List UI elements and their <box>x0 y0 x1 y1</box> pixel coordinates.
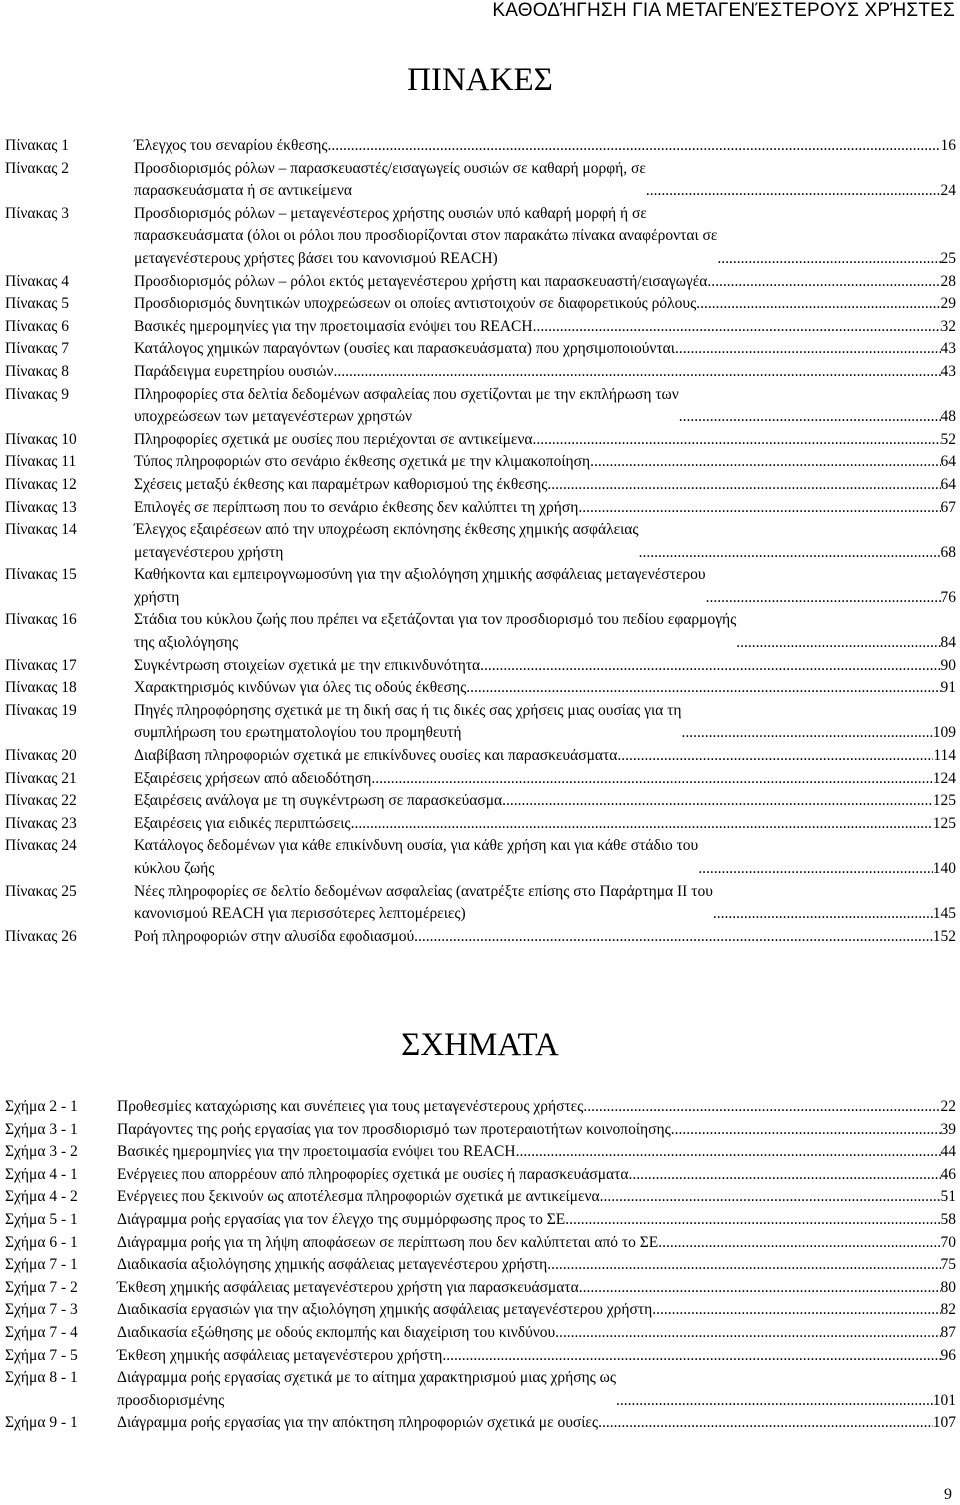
table-entry[interactable] <box>5 813 956 836</box>
table-title-line: Προσδιορισμός δυνητικών υποχρεώσεων οι οποίες αντιστοιχούν σε διαφορετικούς ρόλους <box>134 295 697 313</box>
table-page-number: 32 <box>940 317 956 335</box>
table-entry[interactable] <box>5 293 956 316</box>
dot-leader <box>598 1412 933 1435</box>
dot-leader <box>736 632 940 655</box>
table-label: Πίνακας 14 <box>5 521 77 539</box>
figure-entry[interactable] <box>5 1367 956 1412</box>
table-entry[interactable] <box>5 835 956 880</box>
figure-entry[interactable] <box>5 1141 956 1164</box>
table-entry[interactable] <box>5 361 956 384</box>
figure-title-line: Διαδικασία εργασιών για την αξιολόγηση χημικής ασφάλειας μεταγενέστερου χρήστη <box>117 1301 653 1319</box>
dot-leader <box>579 1277 941 1300</box>
table-title-line: Σχέσεις μεταξύ έκθεσης και παραμέτρων καθορισμού της έκθεσης <box>134 475 548 493</box>
figure-title-line: Διάγραμμα ροής εργασίας για την απόκτηση πληροφοριών σχετικά με ουσίες <box>117 1414 599 1432</box>
table-entry[interactable] <box>5 135 956 158</box>
table-entry[interactable] <box>5 451 956 474</box>
table-title-line: κύκλου ζωής <box>134 860 215 877</box>
table-entry[interactable] <box>5 700 956 745</box>
table-title-line: Επιλογές σε περίπτωση που το σενάριο έκθεσης δεν καλύπτει τη χρήση <box>134 498 579 516</box>
figure-entry[interactable] <box>5 1299 956 1322</box>
table-title-line: Εξαιρέσεις χρήσεων από αδειοδότηση <box>134 769 372 787</box>
table-label: Πίνακας 21 <box>5 769 77 787</box>
figure-title-line: Έκθεση χημικής ασφάλειας μεταγενέστερου χρήστη <box>117 1346 443 1364</box>
figure-label: Σχήμα 7 - 1 <box>5 1256 78 1274</box>
figure-title-line: Βασικές ημερομηνίες για την προετοιμασία ενόψει του REACH <box>117 1143 516 1161</box>
figure-title-line: Ενέργειες που ξεκινούν ως αποτέλεσμα πληροφοριών σχετικά με αντικείμενα <box>117 1188 600 1206</box>
table-label: Πίνακας 22 <box>5 792 77 810</box>
table-title-line: χρήστη <box>134 588 180 606</box>
table-title-line: Εξαιρέσεις ανάλογα με τη συγκέντρωση σε παρασκεύασμα <box>134 792 503 810</box>
table-page-number: 125 <box>932 792 956 810</box>
table-label: Πίνακας 11 <box>5 453 77 471</box>
table-title-line: Παράδειγμα ευρετηρίου ουσιών <box>134 362 334 380</box>
table-title-line: Εξαιρέσεις για ειδικές περιπτώσεις <box>134 814 351 832</box>
table-page-number: 84 <box>940 634 956 652</box>
dot-leader <box>533 316 941 339</box>
table-title-line: μεταγενέστερου χρήστη <box>134 543 284 561</box>
table-title-line: συμπλήρωση του ερωτηματολογίου του προμηθευτή <box>134 724 462 742</box>
dot-leader <box>590 451 940 474</box>
table-title-line: Πηγές πληροφόρησης σχετικά με τη δική σας ή τις δικές σας χρήσεις μιας ουσίας για τη <box>134 701 682 719</box>
dot-leader <box>466 677 940 700</box>
table-label: Πίνακας 6 <box>5 317 70 335</box>
figure-page-number: 80 <box>940 1278 956 1296</box>
figure-title-line: Διάγραμμα ροής εργασίας για τον έλεγχο της συμμόρφωσης προς το ΣΕ <box>117 1210 566 1228</box>
table-title-line: Χαρακτηρισμός κινδύνων για όλες τις οδούς έκθεσης <box>134 679 467 697</box>
table-page-number: 125 <box>932 814 956 832</box>
figures-list <box>5 1096 956 1435</box>
table-entry[interactable] <box>5 881 956 926</box>
table-label: Πίνακας 25 <box>5 882 77 900</box>
figure-label: Σχήμα 4 - 2 <box>5 1188 78 1206</box>
figure-label: Σχήμα 5 - 1 <box>5 1210 78 1228</box>
table-label: Πίνακας 17 <box>5 656 77 674</box>
table-page-number: 64 <box>940 475 956 493</box>
tables-section-title: ΠΙΝΑΚΕΣ <box>407 62 553 98</box>
table-entry[interactable] <box>5 790 956 813</box>
dot-leader <box>371 768 932 791</box>
figure-title-line: Διάγραμμα ροής εργασίας σχετικά με το αίτημα χαρακτηρισμού μιας χρήσης ως <box>117 1369 617 1387</box>
table-page-number: 43 <box>940 340 956 358</box>
figure-page-number: 107 <box>932 1414 956 1432</box>
figure-entry[interactable] <box>5 1232 956 1255</box>
table-entry[interactable] <box>5 316 956 339</box>
table-page-number: 24 <box>940 182 956 200</box>
table-page-number: 109 <box>932 724 956 742</box>
figure-label: Σχήμα 8 - 1 <box>5 1369 78 1387</box>
table-title-line: Βασικές ημερομηνίες για την προετοιμασία ενόψει του REACH <box>134 317 533 335</box>
table-label: Πίνακας 5 <box>5 295 70 313</box>
figure-title-line: Ενέργειες που απορρέουν από πληροφορίες σχετικά με ουσίες ή παρασκευάσματα <box>117 1165 629 1183</box>
table-page-number: 68 <box>940 543 956 561</box>
dot-leader <box>707 271 940 294</box>
figure-entry[interactable] <box>5 1209 956 1232</box>
table-label: Πίνακας 9 <box>5 385 70 403</box>
dot-leader <box>414 926 933 949</box>
table-label: Πίνακας 16 <box>5 611 77 629</box>
table-entry[interactable] <box>5 384 956 429</box>
tables-list <box>5 135 956 948</box>
table-entry[interactable] <box>5 497 956 520</box>
table-title-line: παρασκευάσματα ή σε αντικείμενα <box>134 182 352 200</box>
page-number: 9 <box>944 1486 952 1503</box>
figure-label: Σχήμα 7 - 2 <box>5 1278 78 1296</box>
figure-label: Σχήμα 7 - 3 <box>5 1301 78 1319</box>
figure-page-number: 87 <box>940 1323 956 1341</box>
table-title-line: Νέες πληροφορίες σε δελτίο δεδομένων ασφαλείας (ανατρέξτε επίσης στο Παράρτημα ΙΙ του <box>134 882 713 900</box>
table-title-line: μεταγενέστερους χρήστες βάσει του κανονισμού REACH) <box>134 249 498 267</box>
table-label: Πίνακας 3 <box>5 204 70 222</box>
table-label: Πίνακας 20 <box>5 747 77 765</box>
figure-label: Σχήμα 7 - 4 <box>5 1323 78 1341</box>
table-entry[interactable] <box>5 655 956 678</box>
table-page-number: 28 <box>940 272 956 290</box>
dot-leader <box>502 790 933 813</box>
table-label: Πίνακας 24 <box>5 837 77 855</box>
table-title-line: Πληροφορίες στα δελτία δεδομένων ασφαλείας που σχετίζονται με την εκπλήρωση των <box>134 385 679 403</box>
figure-title-line: Διαδικασία αξιολόγησης χημικής ασφάλειας μεταγενέστερου χρήστη <box>117 1256 548 1274</box>
dot-leader <box>652 1299 940 1322</box>
figure-page-number: 22 <box>940 1098 956 1115</box>
figure-entry[interactable] <box>5 1345 956 1368</box>
dot-leader <box>681 722 932 745</box>
figure-entry[interactable] <box>5 1119 956 1142</box>
table-page-number: 91 <box>940 679 956 697</box>
figure-title-line: Διάγραμμα ροής για τη λήψη αποφάσεων σε περίπτωση που δεν καλύπτεται από το ΣΕ <box>117 1233 659 1251</box>
table-title-line: Στάδια του κύκλου ζωής που πρέπει να εξετάζονται για τον προσδιορισμό του πεδίου εφαρμογής <box>134 611 737 629</box>
dot-leader <box>696 293 940 316</box>
table-title-line: Συγκέντρωση στοιχείων σχετικά με την επικινδυνότητα <box>134 656 481 674</box>
table-title-line: παρασκευάσματα (όλοι οι ρόλοι που προσδιορίζονται στον παρακάτω πίνακα αναφέρονται σε <box>134 227 718 245</box>
dot-leader <box>533 429 941 452</box>
table-title-line: Προσδιορισμός ρόλων – παρασκευαστές/εισαγωγείς ουσιών σε καθαρή μορφή, σε <box>134 159 646 177</box>
table-title-line: Διαβίβαση πληροφοριών σχετικά με επικίνδυνες ουσίες και παρασκευάσματα <box>134 747 618 765</box>
figure-page-number: 96 <box>940 1346 956 1364</box>
table-title-line: Προσδιορισμός ρόλων – μεταγενέστερος χρήστης ουσιών υπό καθαρή μορφή ή σε <box>134 204 647 222</box>
figures-section-title: ΣΧΗΜΑΤΑ <box>401 1027 559 1063</box>
table-entry[interactable] <box>5 926 956 949</box>
dot-leader <box>616 1390 933 1413</box>
figure-title-line: προσδιορισμένης <box>117 1391 225 1409</box>
dot-leader <box>646 180 941 203</box>
figure-label: Σχήμα 4 - 1 <box>5 1165 78 1183</box>
figure-entry[interactable] <box>5 1096 956 1119</box>
table-label: Πίνακας 1 <box>5 137 70 154</box>
dot-leader <box>547 1254 940 1277</box>
figure-label: Σχήμα 6 - 1 <box>5 1233 78 1251</box>
dot-leader <box>628 1164 940 1187</box>
table-entry[interactable] <box>5 768 956 791</box>
table-entry[interactable] <box>5 158 956 203</box>
figure-entry[interactable] <box>5 1164 956 1187</box>
dot-leader <box>442 1345 940 1368</box>
figure-label: Σχήμα 7 - 5 <box>5 1346 78 1364</box>
table-entry[interactable] <box>5 609 956 654</box>
figure-label: Σχήμα 3 - 1 <box>5 1120 78 1138</box>
dot-leader <box>516 1141 941 1164</box>
table-title-line: Κατάλογος χημικών παραγόντων (ουσίες και παρασκευάσματα) που χρησιμοποιούνται <box>134 340 675 358</box>
table-page-number: 64 <box>940 453 956 471</box>
table-entry[interactable] <box>5 474 956 497</box>
table-page-number: 43 <box>940 362 956 380</box>
table-label: Πίνακας 19 <box>5 701 77 719</box>
figure-label: Σχήμα 3 - 2 <box>5 1143 78 1161</box>
figure-title-line: Παράγοντες της ροής εργασίας για τον προσδιορισμό των προτεραιοτήτων κοινοποίησης <box>117 1120 671 1138</box>
running-header: ΚΑΘΟΔΉΓΗΣΗ ΓΙΑ ΜΕΤΑΓΕΝΈΣΤΕΡΟΥΣ ΧΡΉΣΤΕΣ <box>492 0 955 21</box>
table-label: Πίνακας 13 <box>5 498 77 516</box>
table-label: Πίνακας 23 <box>5 814 77 832</box>
table-page-number: 152 <box>932 927 956 945</box>
dot-leader <box>600 1186 941 1209</box>
table-title-line: Πληροφορίες σχετικά με ουσίες που περιέχονται σε αντικείμενα <box>134 430 533 448</box>
figure-title-line: Διαδικασία εξώθησης με οδούς εκπομπής και διαχείριση του κινδύνου <box>117 1323 556 1341</box>
dot-leader <box>333 361 940 384</box>
table-page-number: 52 <box>940 430 956 448</box>
figure-entry[interactable] <box>5 1412 956 1435</box>
table-title-line: κανονισμού REACH για περισσότερες λεπτομέρειες) <box>134 905 466 923</box>
dot-leader <box>717 248 940 271</box>
table-title-line: Καθήκοντα και εμπειρογνωμοσύνη για την αξιολόγηση χημικής ασφάλειας μεταγενέστερου <box>134 566 706 584</box>
table-label: Πίνακας 7 <box>5 340 70 358</box>
figure-page-number: 75 <box>940 1256 956 1274</box>
table-page-number: 29 <box>940 295 956 313</box>
figure-entry[interactable] <box>5 1254 956 1277</box>
figure-title-line: Προθεσμίες καταχώρισης και συνέπειες για τους μεταγενέστερους χρήστες <box>117 1098 584 1115</box>
dot-leader <box>578 497 940 520</box>
table-page-number: 124 <box>932 769 956 787</box>
table-page-number: 145 <box>932 905 956 923</box>
table-label: Πίνακας 8 <box>5 362 70 380</box>
dot-leader <box>351 813 933 836</box>
figure-page-number: 39 <box>940 1120 956 1138</box>
table-title-line: Τύπος πληροφοριών στο σενάριο έκθεσης σχετικά με την κλιμακοποίηση <box>134 453 591 471</box>
table-page-number: 140 <box>932 860 956 877</box>
table-label: Πίνακας 12 <box>5 475 77 493</box>
figure-page-number: 46 <box>940 1165 956 1183</box>
dot-leader <box>706 587 941 610</box>
figure-label: Σχήμα 2 - 1 <box>5 1098 78 1115</box>
dot-leader <box>583 1096 940 1119</box>
table-entry[interactable] <box>5 677 956 700</box>
table-entry[interactable] <box>5 745 956 768</box>
figure-entry[interactable] <box>5 1277 956 1300</box>
table-page-number: 90 <box>940 656 956 674</box>
table-title-line: Κατάλογος δεδομένων για κάθε επικίνδυνη ουσία, για κάθε χρήση και για κάθε στάδιο του <box>134 837 699 855</box>
figure-page-number: 70 <box>940 1233 956 1251</box>
figure-entry[interactable] <box>5 1322 956 1345</box>
table-page-number: 114 <box>933 747 956 765</box>
table-label: Πίνακας 15 <box>5 566 77 584</box>
table-label: Πίνακας 4 <box>5 272 70 290</box>
dot-leader <box>698 858 933 881</box>
figure-entry[interactable] <box>5 1186 956 1209</box>
figure-page-number: 82 <box>940 1301 956 1319</box>
table-entry[interactable] <box>5 429 956 452</box>
figure-title-line: Έκθεση χημικής ασφάλειας μεταγενέστερου χρήστη για παρασκευάσματα <box>117 1278 579 1296</box>
table-title-line: Έλεγχος εξαιρέσεων από την υποχρέωση εκπόνησης έκθεσης χημικής ασφάλειας <box>134 521 639 539</box>
figure-page-number: 58 <box>940 1210 956 1228</box>
table-entry[interactable] <box>5 271 956 294</box>
dot-leader <box>713 903 933 926</box>
dot-leader <box>328 135 941 158</box>
table-entry[interactable] <box>5 338 956 361</box>
dot-leader <box>555 1322 940 1345</box>
table-label: Πίνακας 2 <box>5 159 70 177</box>
table-page-number: 67 <box>940 498 956 516</box>
table-page-number: 48 <box>940 408 956 426</box>
dot-leader <box>679 406 941 429</box>
dot-leader <box>617 745 933 768</box>
dot-leader <box>480 655 940 678</box>
table-label: Πίνακας 18 <box>5 679 77 697</box>
dot-leader <box>639 542 941 565</box>
figure-page-number: 101 <box>932 1391 956 1409</box>
dot-leader <box>565 1209 940 1232</box>
table-entry[interactable] <box>5 564 956 609</box>
dot-leader <box>675 338 941 361</box>
table-title-line: Προσδιορισμός ρόλων – ρόλοι εκτός μεταγενέστερου χρήστη και παρασκευαστή/εισαγωγέα <box>134 272 708 290</box>
table-label: Πίνακας 10 <box>5 430 77 448</box>
table-entry[interactable] <box>5 203 956 271</box>
table-title-line: Ροή πληροφοριών στην αλυσίδα εφοδιασμού <box>134 927 415 945</box>
table-title-line: Έλεγχος του σεναρίου έκθεσης <box>134 137 328 154</box>
table-page-number: 16 <box>940 137 956 154</box>
dot-leader <box>658 1232 940 1255</box>
table-title-line: της αξιολόγησης <box>134 634 239 652</box>
figure-page-number: 44 <box>940 1143 956 1161</box>
table-label: Πίνακας 26 <box>5 927 77 945</box>
table-page-number: 76 <box>940 588 956 606</box>
figure-label: Σχήμα 9 - 1 <box>5 1414 78 1432</box>
table-page-number: 25 <box>940 249 956 267</box>
dot-leader <box>671 1119 941 1142</box>
table-title-line: υποχρεώσεων των μεταγενέστερων χρηστών <box>134 408 413 426</box>
figure-page-number: 51 <box>940 1188 956 1206</box>
dot-leader <box>547 474 940 497</box>
table-entry[interactable] <box>5 519 956 564</box>
